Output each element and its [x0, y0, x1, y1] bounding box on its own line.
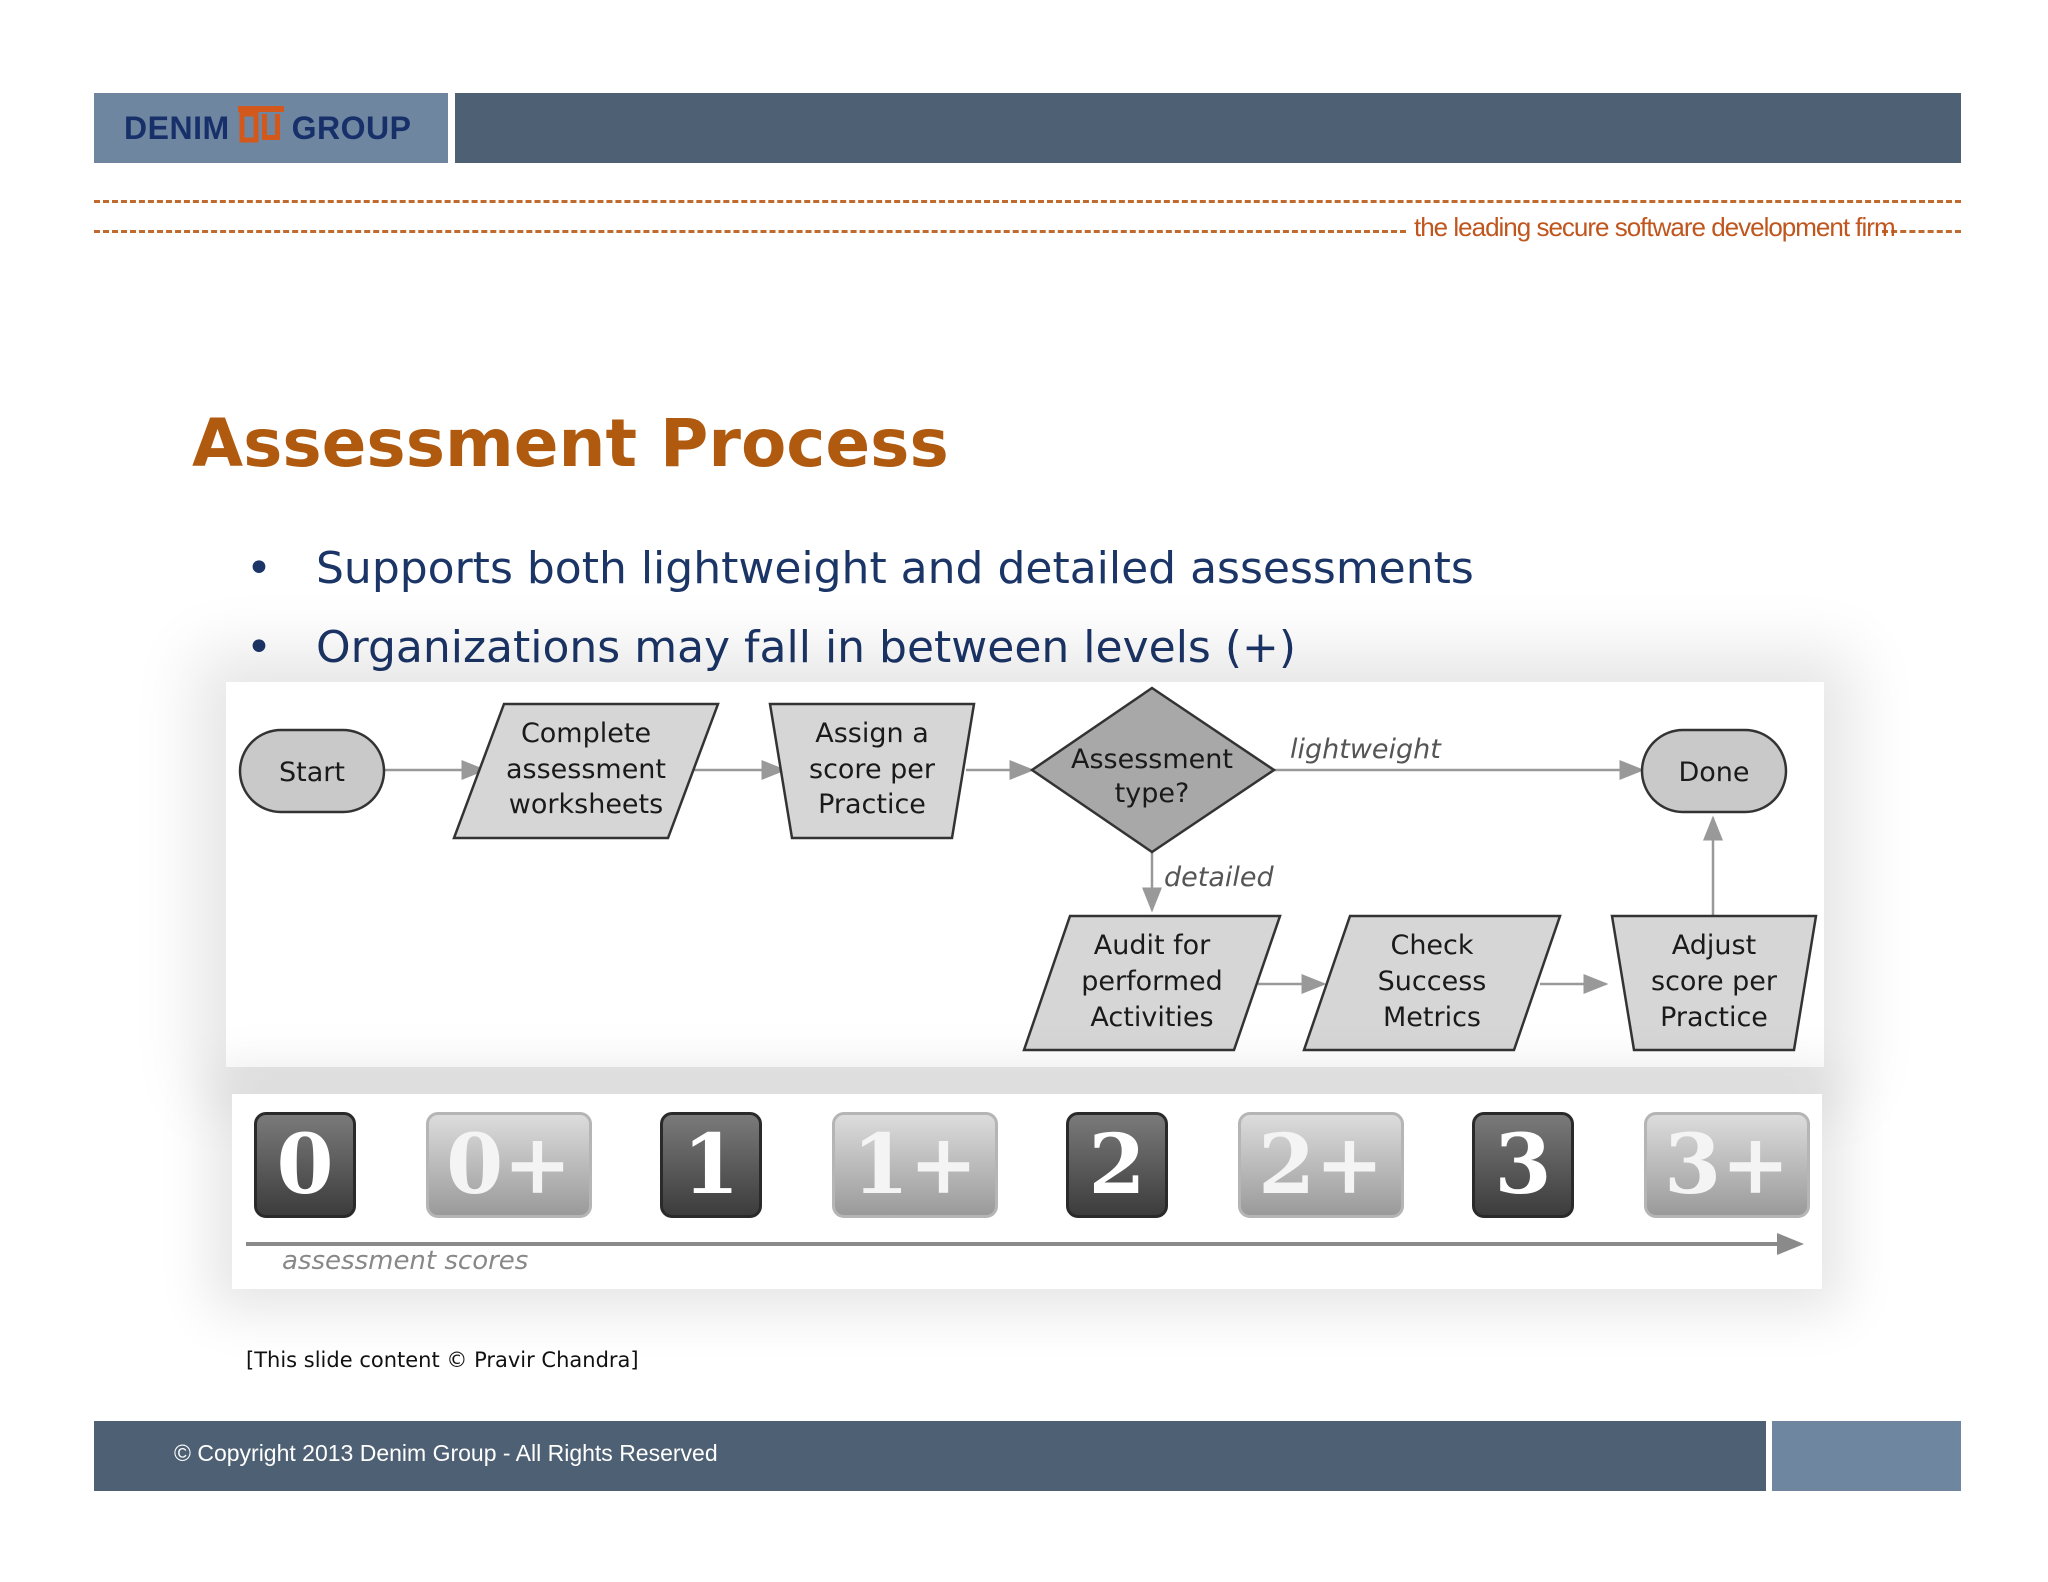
score-tile-0: 0	[254, 1112, 356, 1218]
dashed-divider-top	[94, 200, 1961, 203]
dashed-divider-bottom-left	[94, 230, 1406, 233]
node-check-line1: Check	[1390, 930, 1474, 961]
logo-text-left: DENIM	[124, 109, 230, 146]
node-decision-line1: Assessment	[1071, 744, 1233, 775]
node-adjust-line2: score per	[1651, 966, 1777, 997]
node-assign-line3: Practice	[818, 789, 926, 820]
header-bar	[455, 93, 1961, 163]
score-tile-1: 1	[660, 1112, 762, 1218]
node-check-line3: Metrics	[1382, 1002, 1482, 1033]
node-audit-line1: Audit for	[1093, 930, 1211, 961]
bullet-item	[246, 622, 1296, 673]
score-tile-0-plus: 0+	[426, 1112, 592, 1218]
node-assessment-type-decision	[1032, 688, 1274, 852]
node-done	[1642, 730, 1786, 812]
score-tile-2-plus: 2+	[1238, 1112, 1404, 1218]
node-complete-line1: Complete	[520, 718, 652, 749]
node-complete-worksheets	[454, 704, 718, 838]
edge-label-lightweight: lightweight	[1290, 734, 1441, 765]
node-adjust-line1: Adjust	[1671, 930, 1757, 961]
node-decision-line2: type?	[1114, 778, 1190, 809]
edge-label-detailed: detailed	[1164, 862, 1274, 893]
node-complete-line2: assessment	[505, 754, 667, 785]
score-tile-3-plus: 3+	[1644, 1112, 1810, 1218]
node-assign-line2: score per	[809, 754, 935, 785]
node-assign-line1: Assign a	[815, 718, 929, 749]
bullet-text: Organizations may fall in between levels (+)	[316, 622, 1297, 673]
node-check-line2: Success	[1377, 966, 1487, 997]
bullet-dot-icon: •	[246, 622, 272, 673]
bullet-dot-icon: •	[246, 543, 272, 594]
footer-box	[1772, 1421, 1961, 1491]
bullet-text: Supports both lightweight and detailed assessments	[316, 543, 1474, 594]
tagline: the leading secure software development firm	[1414, 212, 1895, 242]
node-adjust-score	[1612, 916, 1816, 1050]
assessment-scores-panel	[232, 1094, 1822, 1289]
node-audit-line3: Activities	[1090, 1002, 1214, 1033]
slide-title: Assessment Process	[192, 405, 949, 482]
node-complete-line3: worksheets	[508, 789, 664, 820]
content-credit: [This slide content © Pravir Chandra]	[246, 1348, 639, 1372]
node-audit-line2: performed	[1081, 966, 1223, 997]
logo-text-right: GROUP	[291, 109, 412, 146]
score-tile-1-plus: 1+	[832, 1112, 998, 1218]
node-audit-activities	[1024, 916, 1280, 1050]
score-tile-3: 3	[1472, 1112, 1574, 1218]
bullet-item	[246, 543, 1474, 594]
denim-group-logo	[124, 106, 411, 150]
flowchart-panel	[226, 682, 1824, 1067]
node-start	[240, 730, 384, 812]
scores-axis-label: assessment scores	[282, 1246, 529, 1276]
node-assign-score	[770, 704, 974, 838]
footer-copyright: © Copyright 2013 Denim Group - All Rights Reserved	[174, 1440, 718, 1466]
node-done-label: Done	[1678, 757, 1750, 788]
node-start-label: Start	[279, 757, 345, 788]
node-adjust-line3: Practice	[1660, 1002, 1768, 1033]
logo-mark-icon	[236, 104, 286, 152]
score-tile-2: 2	[1066, 1112, 1168, 1218]
node-check-metrics	[1304, 916, 1560, 1050]
